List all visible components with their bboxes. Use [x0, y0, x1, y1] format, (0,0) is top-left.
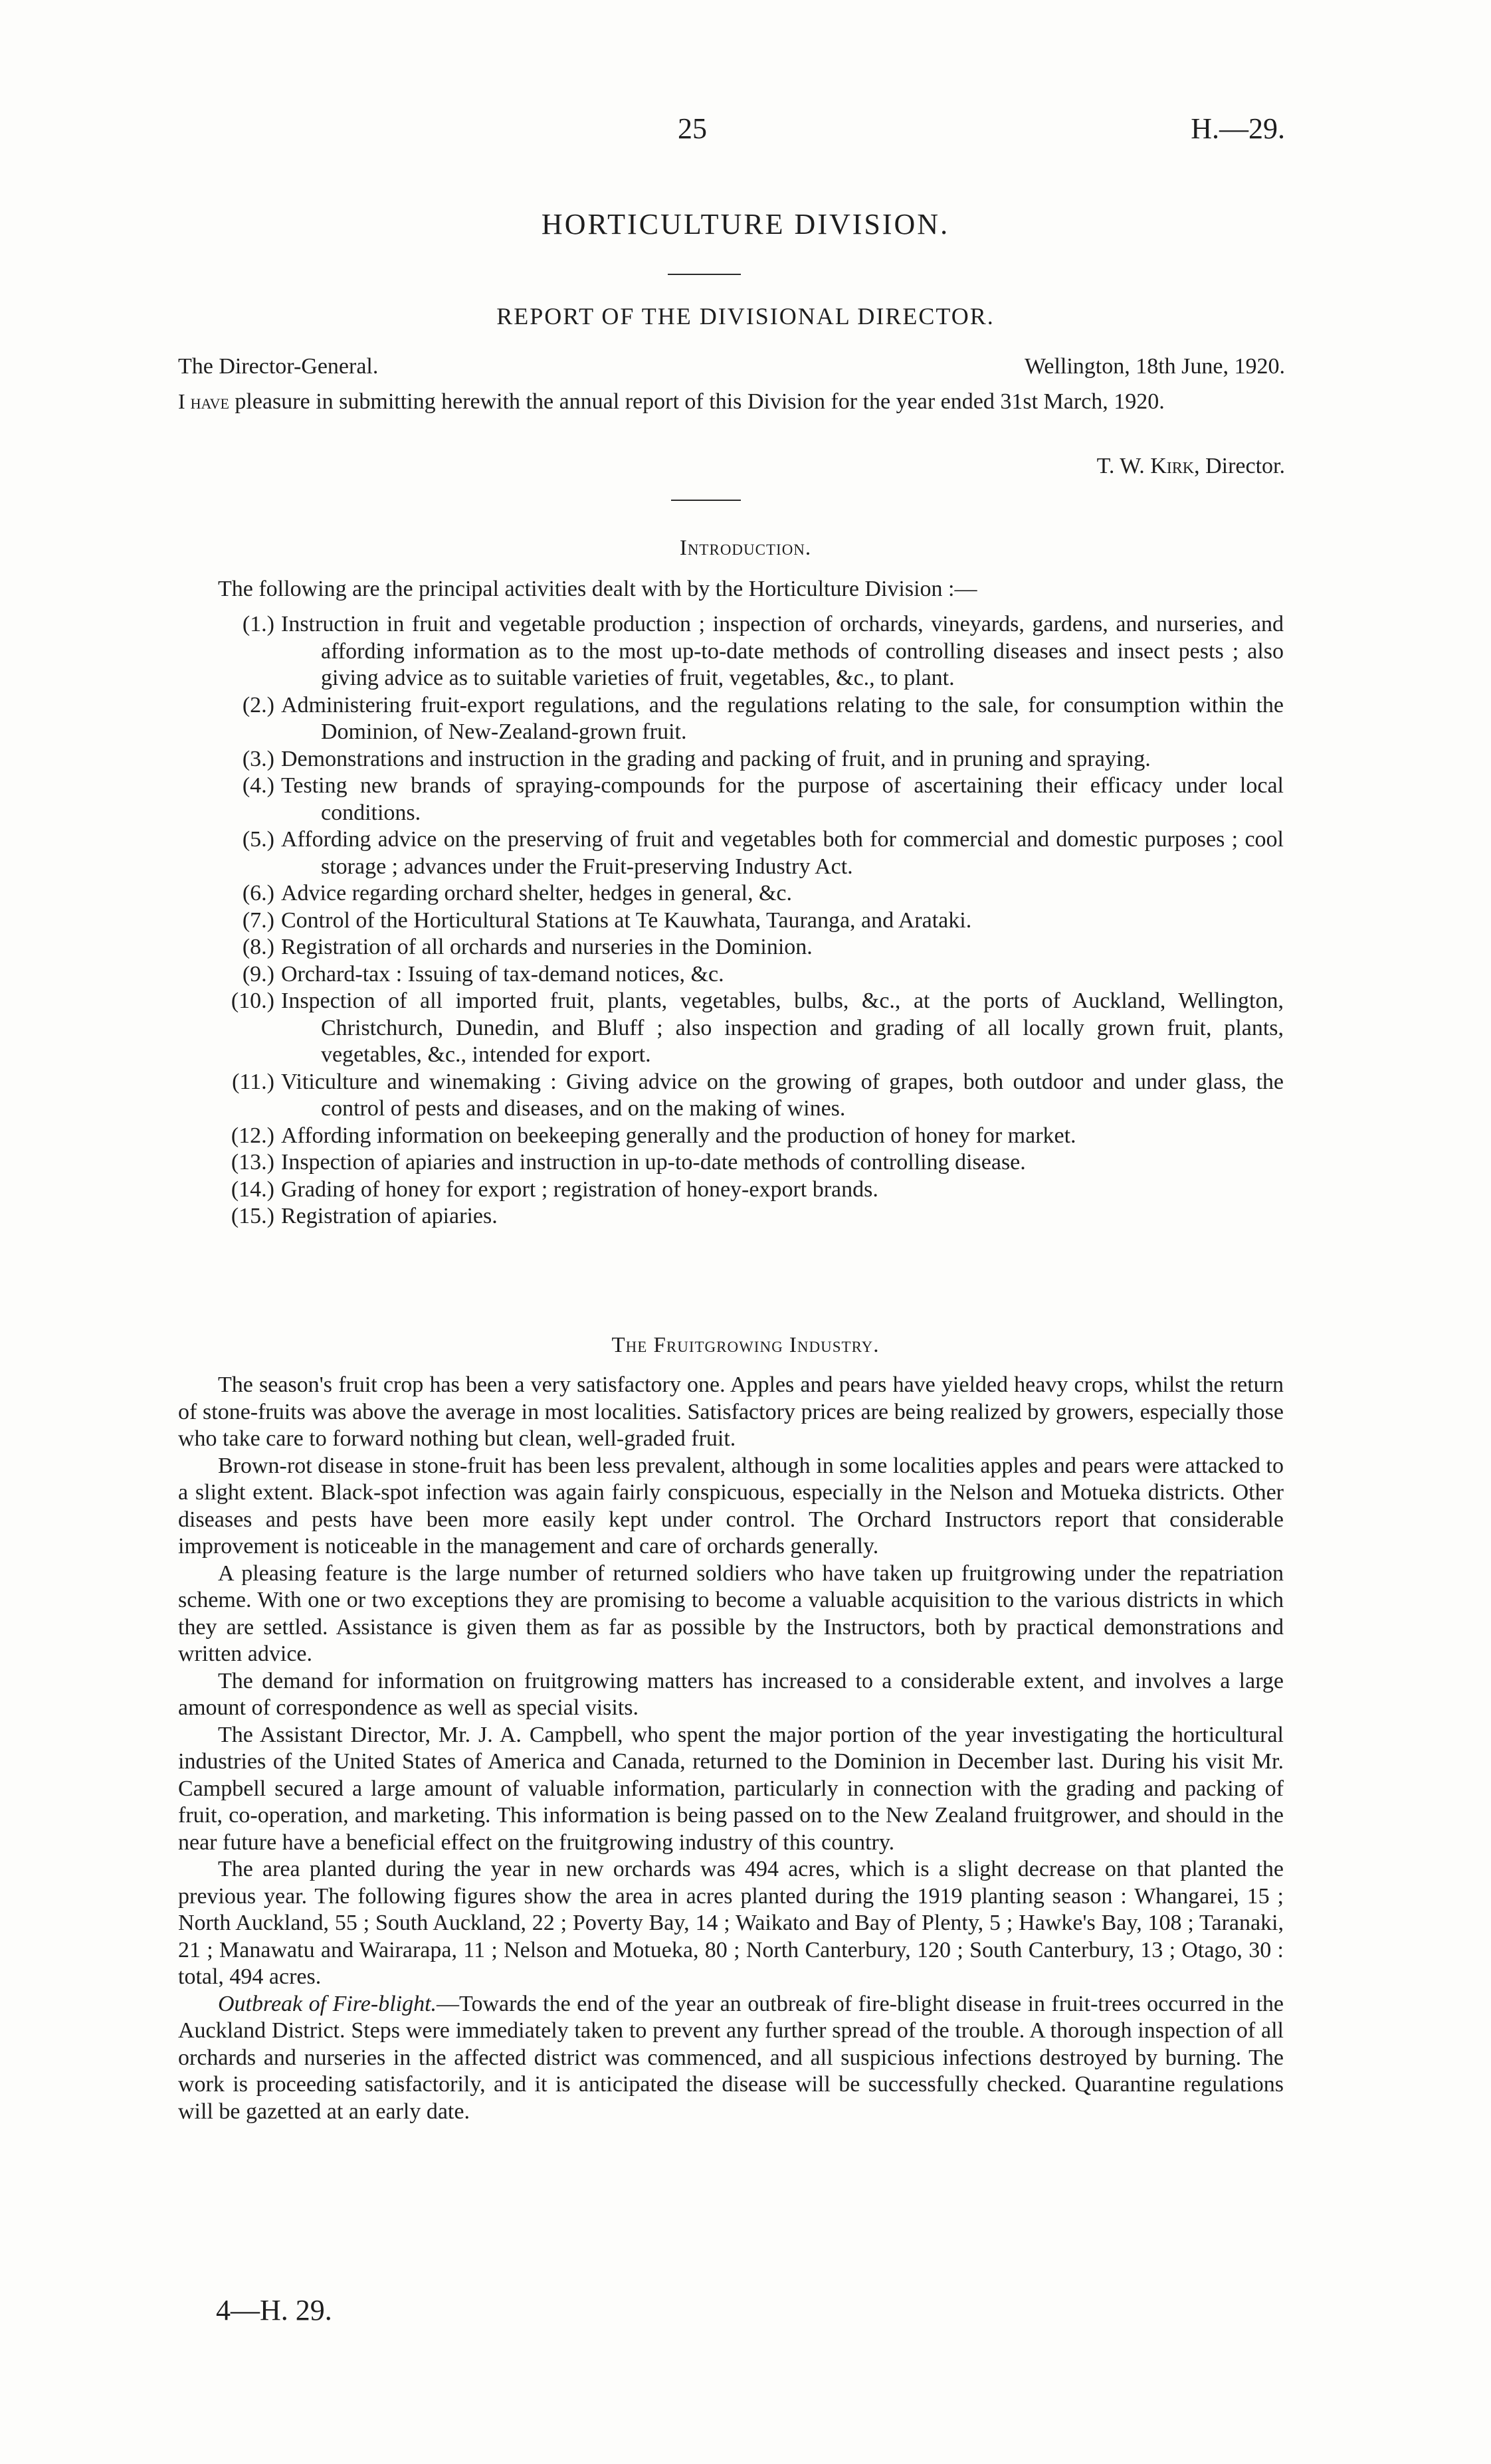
introduction-heading: Introduction.: [679, 536, 812, 560]
list-item: [178, 907, 1284, 935]
list-item-number: (12.): [231, 1123, 274, 1148]
list-item: [178, 746, 1284, 773]
list-item: [178, 692, 1284, 746]
list-item: [178, 934, 1284, 961]
list-item-text: Instruction in fruit and vegetable production ; inspection of orchards, vineyards, gardens, and nurseries, and affording information as to the most up-to-date methods of controlling diseases and insect pests ; also giving advice as to suitable varieties of fruit, vegetables, &c., to plant.: [281, 612, 1284, 690]
list-item-number: (1.): [242, 612, 274, 636]
letter-body: [178, 387, 1284, 416]
list-item: [178, 1149, 1284, 1177]
list-item: [178, 611, 1284, 692]
list-item-number: (15.): [231, 1204, 274, 1228]
letter-signature: [1097, 454, 1285, 479]
list-item: [178, 1069, 1284, 1123]
list-item: [178, 880, 1284, 907]
list-item-text: Affording advice on the preserving of fruit and vegetables both for commercial and domestic purposes ; cool storage ; advances under the Fruit-preserving Industry Act.: [281, 827, 1284, 879]
list-item-text: Grading of honey for export ; registration of honey-export brands.: [281, 1177, 878, 1202]
report-subtitle: REPORT OF THE DIVISIONAL DIRECTOR.: [496, 303, 995, 330]
list-item: [178, 1123, 1284, 1150]
fireblight-text: —Towards the end of the year an outbreak of fire-blight disease in fruit-trees occurred in the Auckland District. Steps were immediately taken to prevent any further spread of the trouble. A thorough inspection of all orchards and nurseries in the affected district was commenced, and all suspicious infections destroyed by burning. The work is proceeding satisfactorily, and it is anticipated the disease will be successfully checked. Quarantine regulations will be gazetted at an early date.: [178, 1991, 1284, 2124]
letter-body-text: pleasure in submitting herewith the annual report of this Division for the year ended 31st March, 1920.: [235, 389, 1165, 414]
page-number: 25: [678, 112, 707, 145]
signature-name: T. W. Kirk: [1096, 454, 1195, 478]
page-title: HORTICULTURE DIVISION.: [541, 208, 950, 240]
list-item-text: Registration of all orchards and nurseries in the Dominion.: [281, 935, 813, 959]
list-item-text: Viticulture and winemaking : Giving advice on the growing of grapes, both outdoor and under glass, the control of pests and diseases, and on the making of wines.: [281, 1069, 1284, 1121]
activities-list: [178, 611, 1284, 1230]
signature-title: , Director.: [1194, 454, 1285, 478]
signature-mark: 4—H. 29.: [216, 2294, 332, 2326]
body-paragraph: A pleasing feature is the large number of returned soldiers who have taken up fruitgrowing under the repatriation scheme. With one or two exceptions they are promising to become a valuable acquisition to the various districts in which they are settled. Assistance is given them as far as possible by the Instructors, both by practical demonstrations and written advice.: [178, 1561, 1284, 1666]
list-item-text: Advice regarding orchard shelter, hedges in general, &c.: [281, 881, 792, 905]
fireblight-paragraph: [178, 1991, 1284, 2126]
list-item: [178, 988, 1284, 1069]
list-item-number: (2.): [242, 692, 274, 717]
list-item-text: Inspection of all imported fruit, plants, vegetables, bulbs, &c., at the ports of Auckland, Wellington, Christchurch, Dunedin, and Bluff ; also inspection and grading of all locally grown fruit, plants, vegetables, &c., intended for export.: [281, 989, 1284, 1067]
introduction-lead: The following are the principal activities dealt with by the Horticulture Division :—: [218, 577, 977, 601]
fireblight-title: Outbreak of Fire-blight.: [218, 1991, 437, 2016]
body-paragraph: Brown-rot disease in stone-fruit has been less prevalent, although in some localities apples and pears were attacked to a slight extent. Black-spot infection was again fairly conspicuous, especially in the Nelson and Motueka districts. Other diseases and pests have been more easily kept under control. The Orchard Instructors report that considerable improvement is noticeable in the management and care of orchards generally.: [178, 1453, 1284, 1559]
list-item-number: (14.): [231, 1177, 274, 1202]
list-item-number: (13.): [231, 1150, 274, 1175]
list-item-number: (6.): [242, 881, 274, 905]
body-paragraph: The season's fruit crop has been a very satisfactory one. Apples and pears have yielded heavy crops, whilst the return of stone-fruits was above the average in most localities. Satisfactory prices are being realized by growers, especially those who take care to forward nothing but clean, well-graded fruit.: [178, 1373, 1284, 1451]
body-paragraph: The Assistant Director, Mr. J. A. Campbell, who spent the major portion of the year investigating the horticultural industries of the United States of America and Canada, returned to the Dominion in December last. During his visit Mr. Campbell secured a large amount of valuable information, particularly in connection with the grading and packing of fruit, co-operation, and marketing. This information is being passed on to the New Zealand fruitgrower, and should in the near future have a beneficial effect on the fruitgrowing industry of this country.: [178, 1722, 1284, 1855]
list-item: [178, 961, 1284, 989]
list-item-number: (5.): [242, 827, 274, 852]
fruitgrowing-body: [178, 1372, 1284, 2125]
fruitgrowing-heading: The Fruitgrowing Industry.: [611, 1333, 880, 1357]
list-item-text: Registration of apiaries.: [281, 1204, 498, 1228]
list-item-number: (7.): [242, 907, 274, 933]
list-item-text: Affording information on beekeeping generally and the production of honey for market.: [281, 1123, 1076, 1148]
list-item-text: Control of the Horticultural Stations at Te Kauwhata, Tauranga, and Arataki.: [281, 907, 972, 933]
list-item-number: (10.): [231, 989, 274, 1013]
document-code: H.—29.: [1191, 112, 1285, 145]
list-item-text: Administering fruit-export regulations, and the regulations relating to the sale, for consumption within the Dominion, of New-Zealand-grown fruit.: [281, 692, 1284, 744]
signature-divider: [671, 500, 741, 501]
body-paragraph: The demand for information on fruitgrowing matters has increased to a considerable extent, and involves a large amount of correspondence as well as special visits.: [178, 1668, 1284, 1720]
letter-place-date: Wellington, 18th June, 1920.: [1024, 354, 1285, 379]
list-item: [178, 1177, 1284, 1204]
list-item: [178, 1203, 1284, 1230]
list-item-text: Testing new brands of spraying-compounds for the purpose of ascertaining their efficacy under local conditions.: [281, 773, 1284, 825]
list-item: [178, 826, 1284, 880]
list-item-number: (8.): [242, 935, 274, 959]
list-item-number: (9.): [242, 961, 274, 987]
list-item-text: Inspection of apiaries and instruction in up-to-date methods of controlling disease.: [281, 1150, 1026, 1175]
title-divider: [668, 274, 741, 275]
letter-addressee: The Director-General.: [178, 354, 379, 379]
list-item: [178, 773, 1284, 826]
list-item-number: (3.): [242, 746, 274, 771]
list-item-text: Orchard-tax : Issuing of tax-demand notices, &c.: [281, 961, 724, 987]
body-paragraph: The area planted during the year in new orchards was 494 acres, which is a slight decrease on that planted the previous year. The following figures show the area in acres planted during the 1919 planting season : Whangarei, 15 ; North Auckland, 55 ; South Auckland, 22 ; Poverty Bay, 14 ; Waikato and Bay of Plenty, 5 ; Hawke's Bay, 108 ; Taranaki, 21 ; Manawatu and Wairarapa, 11 ; Nelson and Motueka, 80 ; North Canterbury, 120 ; South Canterbury, 13 ; Otago, 30 : total, 494 acres.: [178, 1857, 1284, 1989]
list-item-number: (4.): [242, 773, 274, 798]
list-item-number: (11.): [232, 1069, 274, 1094]
letter-opening-word: I have: [178, 389, 229, 413]
list-item-text: Demonstrations and instruction in the grading and packing of fruit, and in pruning and spraying.: [281, 746, 1151, 771]
